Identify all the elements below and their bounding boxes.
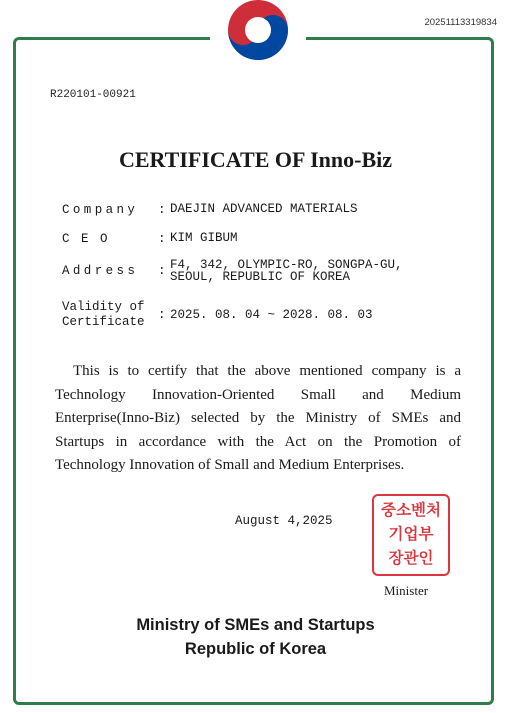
ceo-label-char: O	[100, 232, 108, 246]
minister-label: Minister	[384, 583, 429, 598]
seal-line: 장관인	[388, 549, 434, 568]
taegeuk-emblem-icon	[224, 0, 292, 64]
country-name: Republic of Korea	[184, 640, 327, 658]
company-row	[62, 203, 403, 224]
address-value	[170, 259, 403, 283]
official-seal-stamp	[372, 494, 450, 576]
validity-label-line-1: Validity of	[62, 300, 145, 314]
registration-number: R220101-00921	[50, 89, 136, 101]
ceo-label-char: E	[81, 232, 89, 246]
statement-paragraph: This is to certify that the above mentioned company is a Technology Innovation-Oriented Small and Medium Enterprise(Inno-Biz) selected by the Ministry of SMEs and Startups in accordance with the Act on the Promotion of Technology Innovation of Small and Medium Enterprises.	[55, 363, 461, 473]
colon: :	[158, 203, 166, 217]
issuing-ministry	[0, 613, 511, 661]
validity-value: 2025. 08. 04 ~ 2028. 08. 03	[170, 308, 373, 322]
company-label: Company	[62, 203, 139, 217]
ceo-value: KIM GIBUM	[170, 231, 238, 245]
ministry-name: Ministry of SMEs and Startups	[136, 616, 375, 634]
certificate-title: CERTIFICATE OF Inno-Biz	[118, 147, 393, 172]
certification-statement	[55, 360, 461, 478]
government-emblem	[210, 0, 306, 64]
ceo-label	[62, 232, 158, 261]
ceo-label-char: C	[62, 232, 70, 246]
validity-label-line-2: Certificate	[62, 315, 145, 329]
company-value: DAEJIN ADVANCED MATERIALS	[170, 202, 358, 216]
colon: :	[158, 308, 166, 322]
document-number: 20251113319834	[424, 17, 497, 28]
seal-line: 중소벤처	[381, 501, 441, 520]
colon: :	[158, 232, 166, 246]
certificate-fields	[62, 203, 403, 335]
seal-line: 기업부	[388, 525, 434, 544]
address-label: Address	[62, 264, 139, 278]
address-line-1: F4, 342, OLYMPIC-RO, SONGPA-GU,	[170, 258, 403, 272]
validity-label	[62, 300, 158, 330]
colon: :	[158, 264, 166, 278]
issue-date: August 4,2025	[235, 514, 333, 528]
address-line-2: SEOUL, REPUBLIC OF KOREA	[170, 270, 351, 284]
validity-row	[62, 295, 403, 335]
